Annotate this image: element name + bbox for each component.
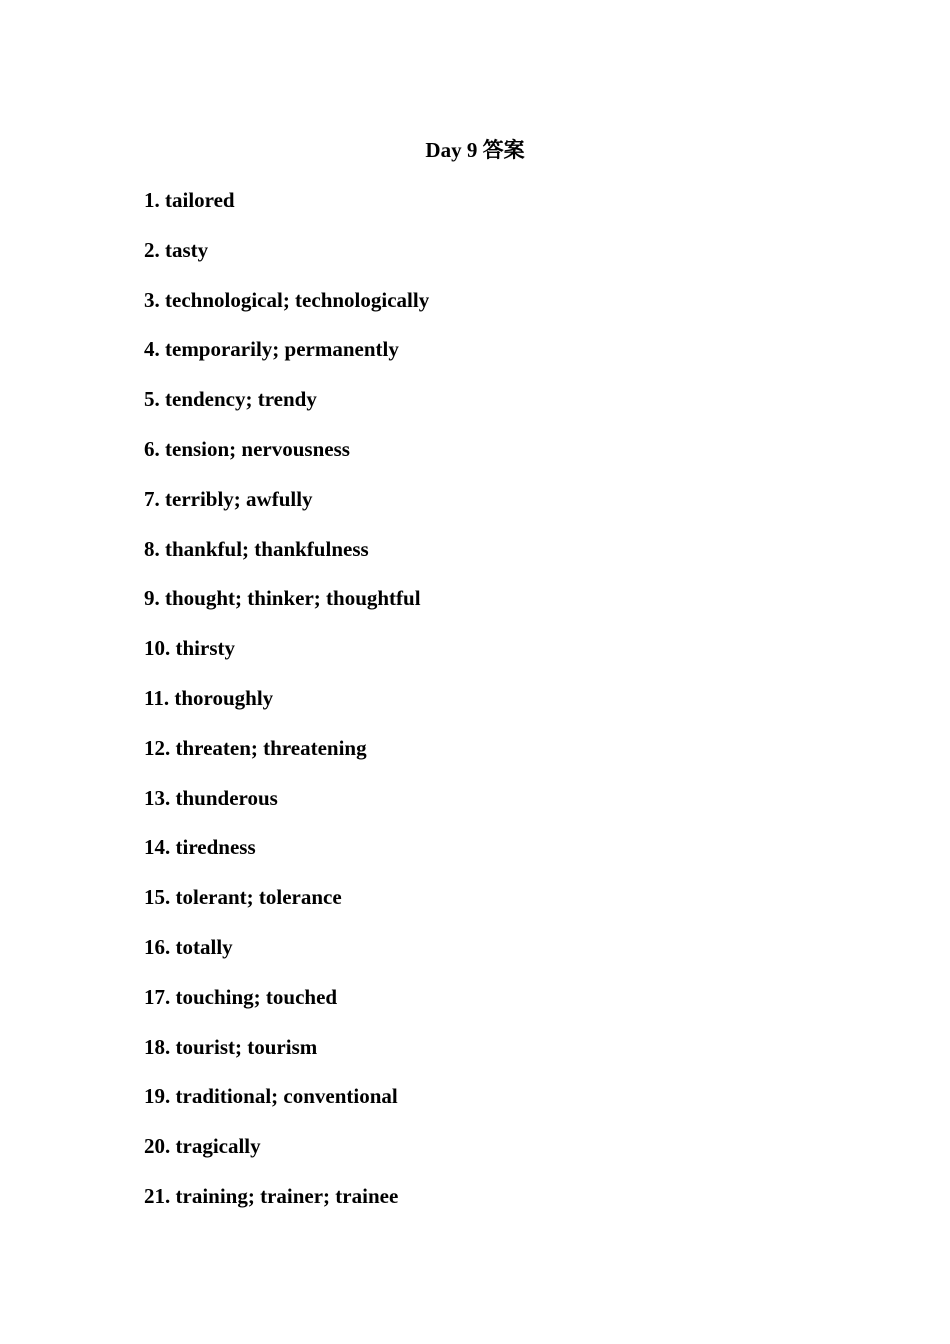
answer-item: 16. totally — [144, 934, 233, 959]
answer-item: 3. technological; technologically — [144, 287, 430, 312]
answer-item: 20. tragically — [144, 1134, 261, 1159]
answer-item: 17. touching; touched — [144, 984, 338, 1009]
answer-item: 2. tasty — [144, 237, 209, 262]
answer-item: 6. tension; nervousness — [144, 436, 350, 461]
answer-list — [144, 186, 429, 1232]
answer-item: 21. training; trainer; trainee — [144, 1183, 399, 1208]
answer-item: 1. tailored — [144, 188, 235, 212]
answer-item: 11. thoroughly — [144, 685, 274, 710]
answer-item: 14. tiredness — [144, 835, 256, 860]
answer-item: 13. thunderous — [144, 785, 278, 810]
answer-item: 15. tolerant; tolerance — [144, 885, 342, 910]
answer-item: 9. thought; thinker; thoughtful — [144, 586, 421, 611]
answer-item: 18. tourist; tourism — [144, 1034, 318, 1059]
page-title: Day 9 答案 — [425, 138, 525, 162]
answer-item: 10. thirsty — [144, 636, 235, 661]
answer-item: 8. thankful; thankfulness — [144, 536, 369, 561]
answer-item: 4. temporarily; permanently — [144, 337, 399, 362]
answer-item: 12. threaten; threatening — [144, 735, 367, 760]
answer-item: 5. tendency; trendy — [144, 387, 317, 412]
answer-item: 7. terribly; awfully — [144, 486, 313, 511]
answer-item: 19. traditional; conventional — [144, 1084, 398, 1109]
